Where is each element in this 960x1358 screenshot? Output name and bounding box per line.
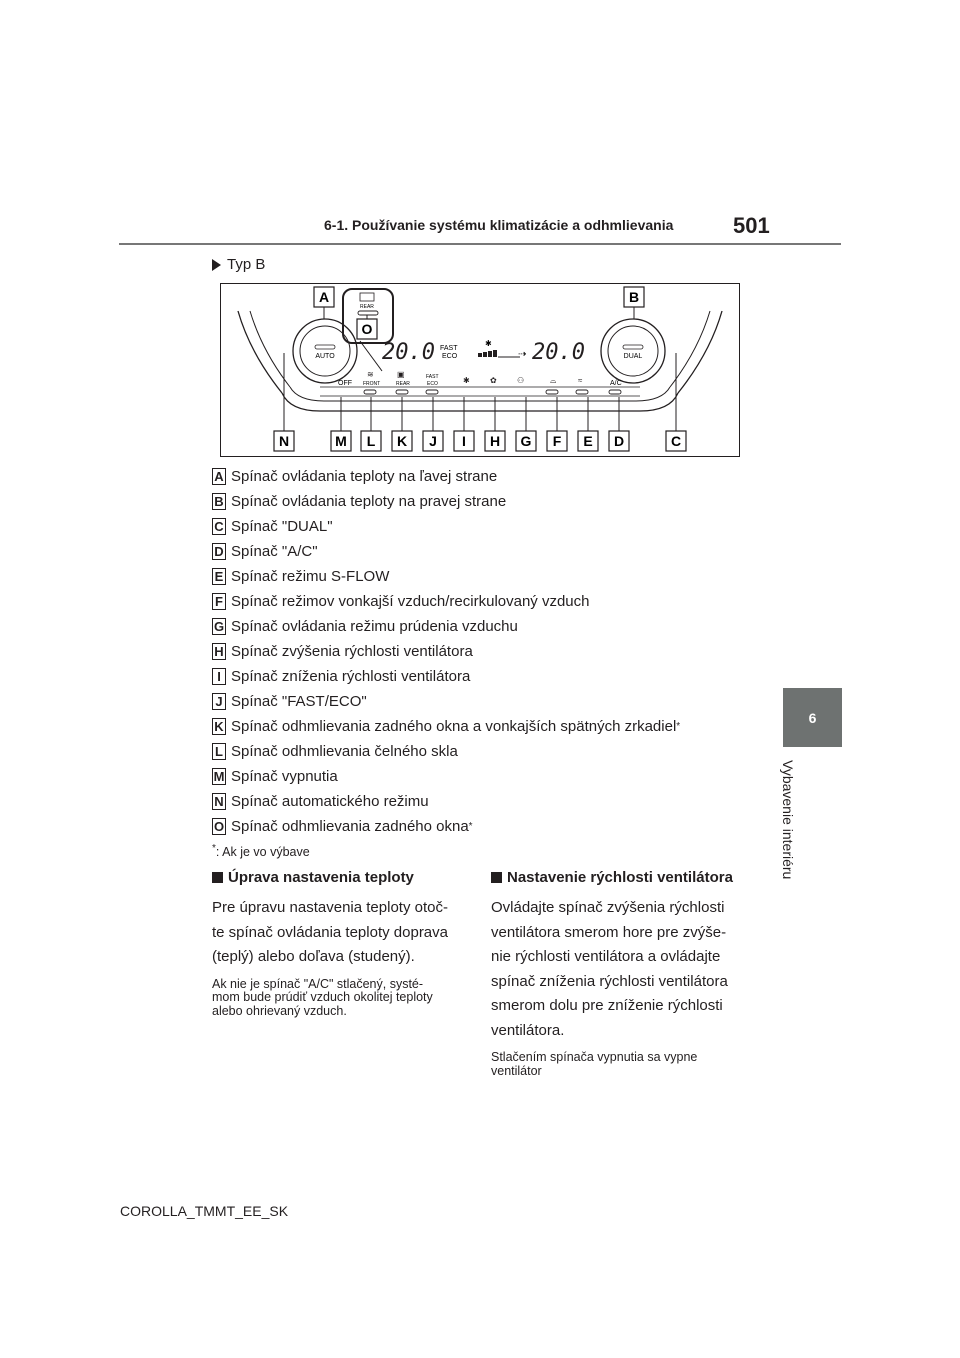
climate-panel-figure (220, 283, 740, 457)
legend-item (212, 791, 429, 811)
legend-item (212, 666, 470, 686)
callout-k: K (396, 433, 408, 449)
section-note (212, 978, 472, 1019)
paragraph-line: Ovládajte spínač zvýšenia rýchlosti (491, 899, 725, 916)
callout-f: F (552, 433, 562, 449)
legend-text: Spínač ovládania teploty na pravej strane (231, 492, 507, 510)
section-note (491, 1051, 761, 1078)
type-label (212, 256, 265, 273)
header-rule (119, 243, 841, 245)
legend-item (212, 741, 458, 761)
section-paragraph (212, 896, 472, 970)
svg-text:✱: ✱ (485, 339, 492, 348)
callout-g: G (520, 433, 532, 449)
section-fan-speed (491, 869, 761, 1078)
square-bullet-icon (491, 872, 502, 883)
paragraph-line: ventilátora. (491, 1021, 565, 1039)
callout-l: L (366, 433, 376, 449)
square-bullet-icon (212, 872, 223, 883)
paragraph-line: ventilátora smerom hore pre zvýše- (491, 923, 727, 941)
legend-text: Spínač "A/C" (231, 542, 318, 560)
svg-text:≋: ≋ (367, 370, 374, 379)
airflow-display-icon: ⇢ (518, 349, 527, 360)
paragraph-line: nie rýchlosti ventilátora a ovládajte (491, 948, 721, 965)
svg-text:✱: ✱ (463, 376, 470, 385)
svg-text:B: B (628, 289, 640, 305)
legend-letter: A (212, 468, 226, 485)
legend-text: Spínač odhmlievania zadného okna a vonkajších spätných zrkadiel (231, 717, 677, 735)
legend-item (212, 466, 497, 486)
display-fast: FAST (440, 345, 458, 352)
legend-text: Spínač "DUAL" (231, 517, 333, 535)
display-temp-right: 20.0 (532, 340, 585, 365)
type-label-text: Typ B (227, 256, 266, 273)
svg-text:A: A (318, 289, 330, 305)
display-eco: ECO (442, 353, 458, 360)
legend-text: Spínač režimu S-FLOW (231, 567, 390, 585)
legend-item (212, 816, 473, 836)
legend-item (212, 691, 367, 711)
legend-item (212, 566, 389, 586)
section-heading (212, 869, 472, 886)
section-temperature (212, 869, 472, 1018)
legend-item (212, 591, 590, 611)
footer-code: COROLLA_TMMT_EE_SK (120, 1203, 289, 1219)
legend-text: Spínač zvýšenia rýchlosti ventilátora (231, 642, 473, 660)
legend-item (212, 616, 518, 636)
section-heading (491, 869, 761, 886)
legend-letter: D (212, 543, 226, 560)
svg-text:▣: ▣ (397, 370, 405, 379)
legend-text: Spínač odhmlievania čelného skla (231, 742, 458, 760)
note-line: alebo ohrievaný vzduch. (212, 1003, 347, 1018)
callout-h: H (489, 433, 501, 449)
svg-text:⚇: ⚇ (517, 376, 525, 385)
legend-letter: M (213, 768, 225, 784)
btn-eco-label: ECO (427, 381, 438, 387)
legend-letter: K (212, 718, 226, 735)
legend-letter: E (212, 568, 226, 585)
legend-item (212, 516, 333, 536)
legend-text: Spínač zníženia rýchlosti ventilátora (231, 667, 471, 685)
btn-rear-label: REAR (396, 381, 410, 387)
callout-m: M (335, 433, 347, 449)
display-temp-left: 20.0 (382, 340, 435, 365)
legend-item (212, 766, 338, 786)
btn-off-label: OFF (338, 380, 352, 387)
callout-c: C (670, 433, 682, 449)
callout-n: N (278, 433, 290, 449)
note-line: ventilátor (491, 1063, 542, 1078)
chapter-label (780, 760, 802, 900)
triangle-bullet-icon (212, 259, 221, 271)
note-line: Stlačením spínača vypnutia sa vypne (491, 1050, 698, 1064)
section-heading-text: Nastavenie rýchlosti ventilátora (507, 869, 733, 886)
legend-letter: B (212, 493, 226, 510)
legend-item (212, 716, 680, 736)
header-title: 6-1. Používanie systému klimatizácie a odhmlievania (324, 217, 674, 233)
legend-letter: O (213, 818, 225, 834)
legend-text: Spínač automatického režimu (231, 792, 429, 810)
svg-text:⌓: ⌓ (550, 376, 557, 385)
legend-text: Spínač odhmlievania zadného okna (231, 817, 469, 835)
callout-j: J (429, 433, 437, 449)
legend-letter: H (212, 643, 226, 660)
section-heading-text: Úprava nastavenia teploty (228, 869, 414, 886)
legend-letter: N (212, 793, 226, 810)
footnote-star: * (212, 843, 216, 854)
btn-fast-label: FAST (426, 374, 439, 380)
callout-e: E (583, 433, 593, 449)
paragraph-line: smerom dolu pre zníženie rýchlosti (491, 997, 723, 1014)
knob-right-label: DUAL (623, 353, 643, 360)
legend-item (212, 491, 506, 511)
paragraph-line: spínač zníženia rýchlosti ventilátora (491, 972, 728, 990)
legend-letter: F (212, 593, 226, 610)
section-paragraph (491, 896, 761, 1043)
svg-text:≈: ≈ (578, 376, 583, 385)
footnote-text: : Ak je vo výbave (215, 845, 310, 860)
svg-text:✿: ✿ (490, 376, 497, 385)
paragraph-line: Pre úpravu nastavenia teploty otoč- (212, 899, 448, 916)
paragraph-line: te spínač ovládania teploty doprava (212, 923, 448, 941)
btn-front-label: FRONT (363, 381, 381, 387)
paragraph-line: (teplý) alebo doľava (studený). (212, 948, 415, 965)
legend-footnote-star: * (468, 820, 473, 832)
chapter-tab: 6 (783, 688, 842, 747)
legend-text: Spínač ovládania teploty na ľavej strane (231, 467, 498, 485)
callout-i: I (462, 433, 466, 449)
callout-d: D (613, 433, 625, 449)
o-rear-label: REAR (360, 304, 374, 310)
knob-left-label: AUTO (315, 353, 335, 360)
legend-text: Spínač vypnutia (231, 767, 338, 785)
page-number: 501 (733, 213, 770, 238)
legend-item (212, 541, 318, 561)
footnote (212, 843, 310, 859)
legend-text: Spínač "FAST/ECO" (231, 692, 367, 710)
callout-o (357, 319, 377, 339)
chapter-label-text: Vybavenie interiéru (780, 760, 796, 880)
svg-text:O: O (361, 321, 373, 337)
legend-letter: I (212, 668, 226, 685)
legend-letter: L (212, 743, 226, 760)
legend-letter: G (213, 618, 225, 634)
legend-text: Spínač režimov vonkajší vzduch/recirkulovaný vzduch (231, 592, 590, 610)
legend-letter: C (212, 518, 226, 535)
note-line: Ak nie je spínač "A/C" stlačený, systé- (212, 976, 424, 991)
legend-footnote-star: * (676, 720, 681, 732)
note-line: mom bude prúdiť vzduch okolitej teploty (212, 990, 433, 1004)
legend-letter: J (212, 693, 226, 710)
legend-item (212, 641, 473, 661)
btn-ac-label: A/C (610, 380, 622, 387)
legend-text: Spínač ovládania režimu prúdenia vzduchu (231, 617, 518, 635)
